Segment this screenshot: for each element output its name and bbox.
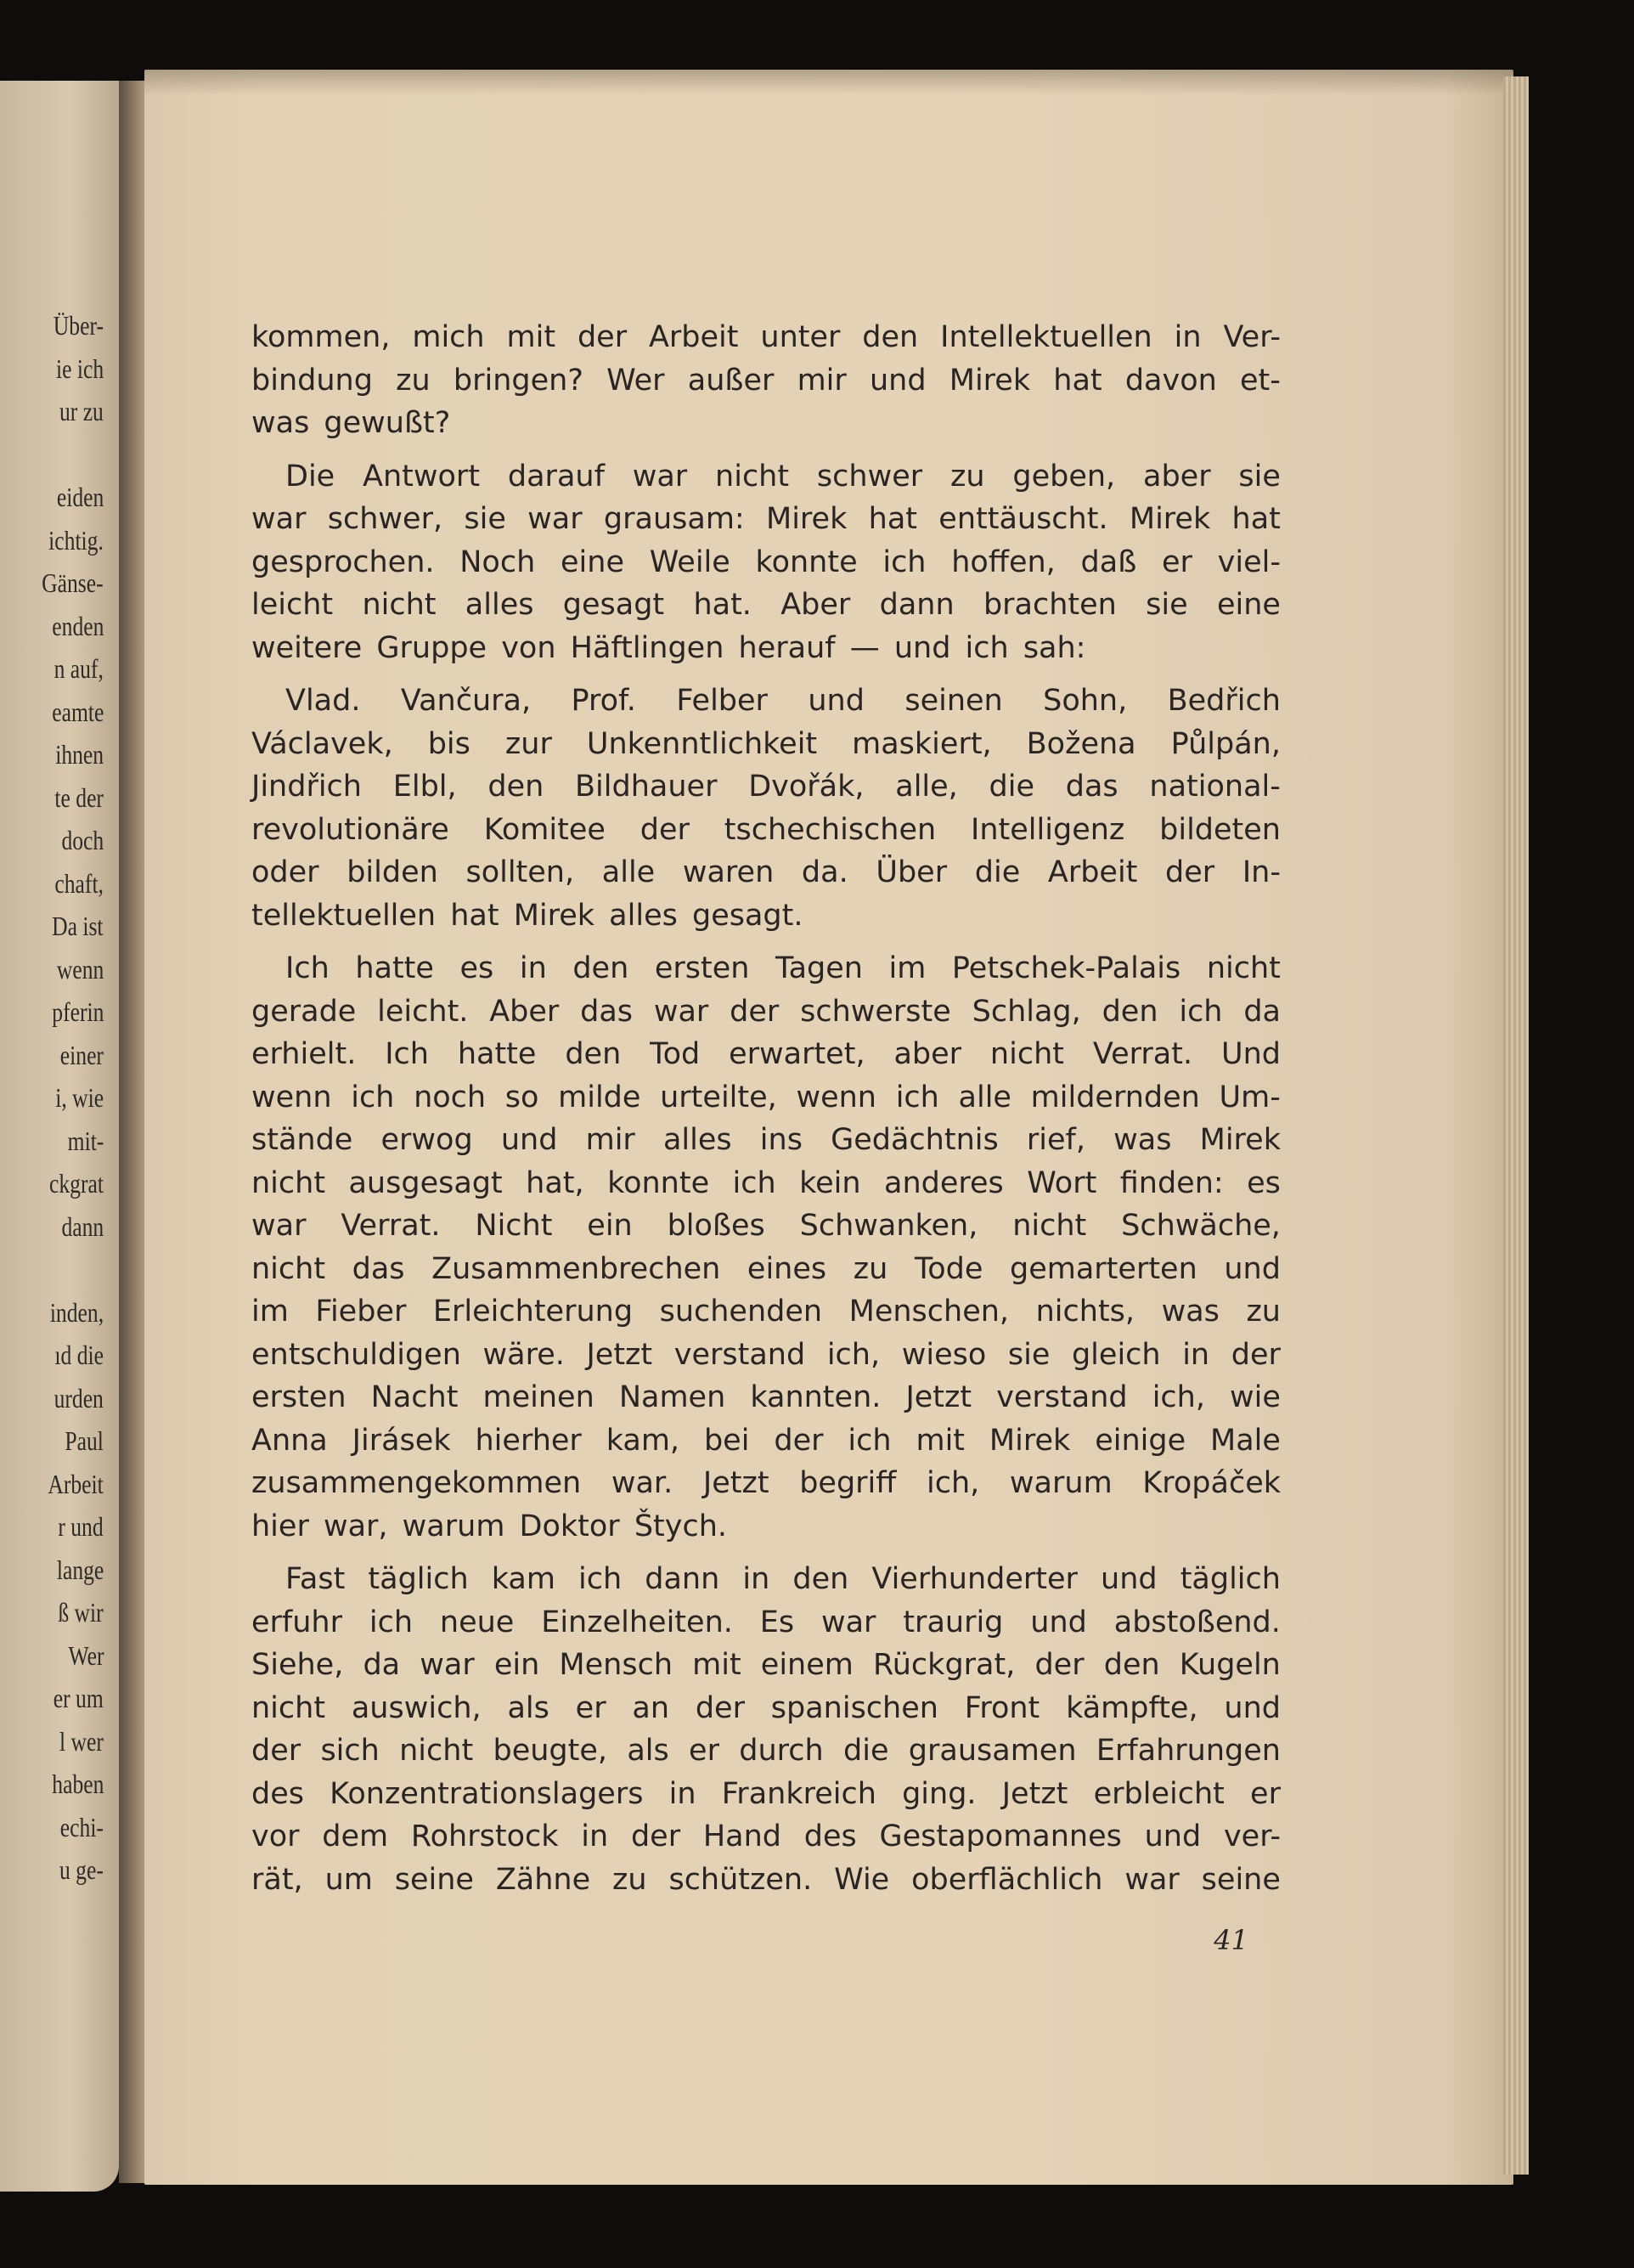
text-line: gesprochen. Noch eine Weile konnte ich hoffen, daß er viel- xyxy=(251,544,1281,579)
text-line: Die Antwort darauf war nicht schwer zu geben, aber sie xyxy=(285,459,1281,494)
text-line: erfuhr ich neue Einzelheiten. Es war traurig und abstoßend. xyxy=(251,1605,1281,1639)
left-page-fragment: Da ist xyxy=(52,911,104,941)
left-page-fragment: haben xyxy=(51,1769,104,1799)
left-page-fragment: ichtig. xyxy=(48,524,104,556)
text-line: nicht auswich, als er an der spanischen Front kämpfte, und xyxy=(251,1690,1281,1725)
text-line: im Fieber Erleichterung suchenden Menschen, nichts, was zu xyxy=(251,1295,1281,1329)
left-page-fragment: i, wie xyxy=(55,1082,104,1113)
text-line: zusammengekommen war. Jetzt begriff ich, warum Kropáček xyxy=(251,1466,1281,1500)
text-line: erhielt. Ich hatte den Tod erwartet, aber nicht Verrat. Und xyxy=(251,1037,1281,1071)
left-page-fragment: inden, xyxy=(49,1296,104,1328)
text-line: leicht nicht alles gesagt hat. Aber dann brachten sie eine xyxy=(251,588,1281,622)
text-line: hier war, warum Doktor Štych. xyxy=(251,1509,728,1543)
text-line: des Konzentrationslagers in Frankreich ging. Jetzt erbleicht er xyxy=(251,1776,1281,1811)
text-line: tellektuellen hat Mirek alles gesagt. xyxy=(251,898,803,933)
left-page-fragment: doch xyxy=(61,825,104,855)
text-line: vor dem Rohrstock in der Hand des Gestapomannes und ver- xyxy=(251,1819,1281,1853)
left-page-fragment: einer xyxy=(59,1039,104,1070)
left-page-fragment: ie ich xyxy=(55,353,104,384)
text-line: Fast täglich kam ich dann in den Vierhunderter und täglich xyxy=(285,1562,1281,1596)
left-page-fragment: r und xyxy=(58,1511,104,1542)
page-top-shadow xyxy=(144,70,1513,95)
text-line: Vlad. Vančura, Prof. Felber und seinen Sohn, Bedřich xyxy=(285,684,1281,718)
left-page-fragment: Gänse- xyxy=(42,567,104,598)
text-line: oder bilden sollten, alle waren da. Über die Arbeit der In- xyxy=(251,855,1281,889)
text-line: was gewußt? xyxy=(251,406,451,440)
body-text xyxy=(251,316,1281,1901)
text-line: revolutionäre Komitee der tschechischen Intelligenz bildeten xyxy=(251,812,1281,847)
left-page-fragment: chaft, xyxy=(54,867,104,899)
text-line: Václavek, bis zur Unkenntlichkeit maskiert, Božena Půlpán, xyxy=(251,726,1281,761)
text-line: war Verrat. Nicht ein bloßes Schwanken, nicht Schwäche, xyxy=(251,1209,1281,1243)
text-line: Anna Jirásek hierher kam, bei der ich mit Mirek einige Male xyxy=(251,1423,1281,1458)
left-page-fragment: wenn xyxy=(56,953,104,984)
left-page-fragment: dann xyxy=(61,1210,104,1242)
left-page-fragment: eamte xyxy=(51,696,104,727)
left-page-fragment: er um xyxy=(54,1683,104,1713)
left-page-fragment: n auf, xyxy=(54,653,104,684)
text-line: Jindřich Elbl, den Bildhauer Dvořák, alle, die das national- xyxy=(251,770,1281,804)
page-number: 41 xyxy=(1214,1924,1248,1956)
left-page-fragment: ur zu xyxy=(59,396,104,426)
text-line: nicht ausgesagt hat, konnte ich kein anderes Wort finden: es xyxy=(251,1165,1281,1200)
text-line: gerade leicht. Aber das war der schwerste Schlag, den ich da xyxy=(251,994,1281,1029)
left-page-fragment: ihnen xyxy=(55,739,104,770)
left-page-fragment: Über- xyxy=(53,310,104,341)
text-line: der sich nicht beugte, als er durch die grausamen Erfahrungen xyxy=(251,1734,1281,1768)
left-page-fragment: Wer xyxy=(68,1639,104,1671)
left-page-fragment: pferin xyxy=(51,996,104,1027)
text-line: entschuldigen wäre. Jetzt verstand ich, wieso sie gleich in der xyxy=(251,1337,1281,1372)
text-line: weitere Gruppe von Häftlingen herauf — und ich sah: xyxy=(251,630,1086,665)
left-page-fragment: Arbeit xyxy=(48,1468,104,1499)
left-page-fragment: Paul xyxy=(65,1425,104,1456)
left-page-fragment: te der xyxy=(54,781,104,813)
text-line: nicht das Zusammenbrechen eines zu Tode gemarterten und xyxy=(251,1251,1281,1286)
left-page-fragment: echi- xyxy=(59,1811,104,1842)
left-page-fragment: ß wir xyxy=(58,1597,104,1628)
text-line: wenn ich noch so milde urteilte, wenn ich alle mildernden Um- xyxy=(251,1080,1281,1114)
left-page-fragment: eiden xyxy=(56,482,104,512)
text-line: bindung zu bringen? Wer außer mir und Mirek hat davon et- xyxy=(251,363,1281,398)
left-page-fragment: enden xyxy=(51,610,104,641)
text-line: ersten Nacht meinen Namen kannten. Jetzt verstand ich, wie xyxy=(251,1380,1281,1414)
left-page-fragment: u ge- xyxy=(59,1854,104,1885)
left-page-fragment: ckgrat xyxy=(49,1168,104,1199)
text-line: kommen, mich mit der Arbeit unter den Intellektuellen in Ver- xyxy=(251,320,1281,354)
text-line: rät, um seine Zähne zu schützen. Wie oberflächlich war seine xyxy=(251,1862,1281,1897)
text-line: Siehe, da war ein Mensch mit einem Rückgrat, der den Kugeln xyxy=(251,1648,1281,1682)
left-page-fragment: lange xyxy=(56,1554,104,1585)
left-page xyxy=(0,81,119,2192)
text-line: war schwer, sie war grausam: Mirek hat enttäuscht. Mirek hat xyxy=(251,502,1281,536)
left-page-fragment: l wer xyxy=(59,1725,104,1757)
left-page-fragment: mit- xyxy=(67,1125,104,1156)
text-line: stände erwog und mir alles ins Gedächtnis rief, was Mirek xyxy=(251,1123,1281,1157)
left-page-fragment: ıd die xyxy=(54,1340,104,1370)
left-page-fragment: urden xyxy=(54,1382,104,1413)
page-edge xyxy=(1503,76,1529,2175)
text-line: Ich hatte es in den ersten Tagen im Petschek-Palais nicht xyxy=(285,951,1281,985)
